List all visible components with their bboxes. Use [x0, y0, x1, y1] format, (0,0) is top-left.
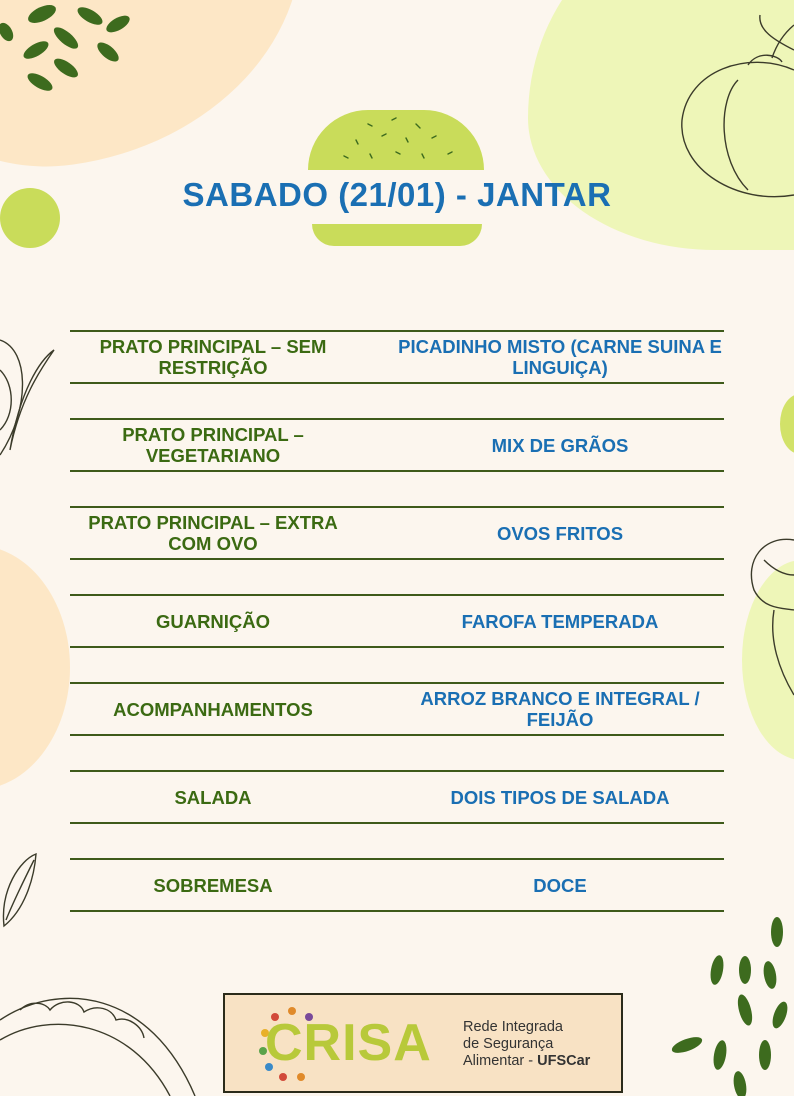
lettuce-icon-left	[0, 330, 56, 460]
menu-value: ARROZ BRANCO E INTEGRAL / FEIJÃO	[420, 688, 700, 730]
menu-row	[70, 594, 724, 648]
decor-dot-right	[780, 394, 794, 454]
menu-table	[70, 330, 724, 912]
menu-row	[70, 418, 724, 472]
menu-value: DOIS TIPOS DE SALADA	[450, 786, 670, 808]
decor-blob-left	[0, 545, 70, 790]
taco-icon	[0, 980, 200, 1096]
leaves-icon-bottom-right	[665, 910, 794, 1096]
menu-row	[70, 858, 724, 912]
menu-row	[70, 330, 724, 384]
bun-bottom-decor	[312, 224, 482, 246]
menu-value: FAROFA TEMPERADA	[461, 610, 659, 632]
leaf-icon-left	[0, 850, 40, 930]
logo-tagline: Rede Integrada de Segurança Alimentar - UFSCar	[463, 1019, 591, 1069]
menu-value: OVOS FRITOS	[496, 522, 624, 544]
sesame-icon	[308, 110, 484, 170]
menu-label: PRATO PRINCIPAL – EXTRA COM OVO	[88, 512, 338, 554]
menu-row	[70, 506, 724, 560]
menu-label: ACOMPANHAMENTOS	[113, 698, 313, 720]
bun-top-decor	[308, 110, 484, 170]
vegetable-icon-right	[744, 530, 794, 700]
menu-row	[70, 770, 724, 824]
menu-label: PRATO PRINCIPAL – SEM RESTRIÇÃO	[99, 336, 327, 378]
menu-value: PICADINHO MISTO (CARNE SUINA E LINGUIÇA)	[398, 336, 722, 378]
crisa-logo	[223, 993, 623, 1093]
menu-label: GUARNIÇÃO	[155, 610, 271, 632]
menu-label: PRATO PRINCIPAL – VEGETARIANO	[122, 424, 304, 466]
tomato-icon	[678, 10, 794, 200]
leaves-icon	[0, 0, 140, 100]
menu-label: SOBREMESA	[153, 874, 273, 896]
menu-row	[70, 682, 724, 736]
page-title: SABADO (21/01) - JANTAR	[182, 176, 612, 213]
menu-value: MIX DE GRÃOS	[491, 434, 629, 456]
logo-wordmark: CRISA	[265, 1014, 432, 1072]
menu-label: SALADA	[174, 786, 252, 808]
menu-value: DOCE	[533, 874, 587, 896]
